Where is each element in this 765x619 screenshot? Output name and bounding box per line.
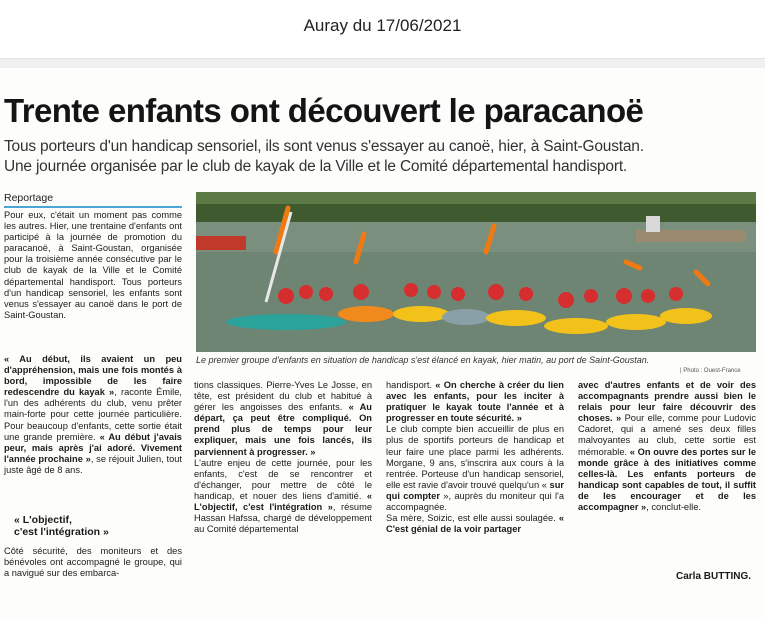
col3-quote-1: « On cherche à créer du lien avec les enfants, pour les inciter à pratiquer le kayak toute l'année et à progresser en toute sécurité. » — [386, 380, 564, 424]
col3-text-2: Le club compte bien accueillir de plus en plus de sportifs porteurs de handicap et leur faire une place parmi les adhérents. Morgane, 9 ans, s'inscrira aux cours à la rentrée. Porteuse d'un handicap sensoriel, elle est ravie d'avoir trouvé quelqu'un « — [386, 424, 564, 490]
photo-credit: | Photo : Ouest-France — [680, 368, 741, 374]
kayak-yellow-4 — [606, 314, 666, 330]
kayak-yellow-2 — [486, 310, 546, 326]
quote-julien: « Au début j'avais peur, mais après j'ai adoré. Vivement l'année prochaine » — [4, 431, 182, 464]
water-foreground — [196, 252, 756, 352]
section-label: Reportage — [4, 192, 182, 208]
kayak-yellow-5 — [660, 308, 712, 324]
column-3 — [386, 380, 564, 535]
dock-hut — [646, 216, 660, 232]
col3-quote-2: sur qui compter — [386, 479, 564, 501]
quote-emile: « Au début, ils avaient un peu d'appréhension, mais une fois montés à bord, impossible de les faire redescendre du kayak » — [4, 354, 182, 398]
kayak-yellow-3 — [544, 318, 608, 334]
text-julien: , se réjouit Julien, tout juste âgé de 8 ans. — [4, 453, 182, 475]
col2-quote-1: « Au départ, ça peut être compliqué. On prend plus de temps pour leur expliquer, mais une fois lancés, ils parviennent à progresser. » — [194, 402, 372, 457]
text-emile: , raconte Émile, l'un des adhérents du club, venu prêter main-forte pour cette journée particulière. Pour beaucoup d'enfants, cette sortie était une grande première. — [4, 387, 182, 442]
author-signature: Carla BUTTING. — [676, 571, 752, 582]
article-deck-line-1: Tous porteurs d'un handicap sensoriel, ils sont venus s'essayer au canoë, hier, à Saint-Goustan. — [4, 138, 644, 155]
dateline: Auray du 17/06/2021 — [303, 16, 462, 35]
column-1-end: Côté sécurité, des moniteurs et des bénévoles ont accompagné le groupe, qui a navigué sur des embarca- — [4, 546, 182, 579]
boat-left — [196, 236, 246, 250]
col4-quote-2: « On ouvre des portes sur le monde grâce à des initiatives comme celles-là. Les enfants porteurs de handicap sont capables de tout, il suffit de les encourager et de les accompagner » — [578, 446, 756, 513]
col4-text-1: Pour elle, comme pour Ludovic Cadoret, qui a amené ses deux filles malvoyantes au club, cette sortie est mémorable. — [578, 413, 756, 457]
trees-top — [196, 192, 756, 204]
article-deck-line-2: Une journée organisée par le club de kayak de la Ville et le Comité départemental handisport. — [4, 158, 628, 175]
photo-caption: Le premier groupe d'enfants en situation de handicap s'est élancé en kayak, hier matin, au port de Saint-Goustan. — [196, 355, 650, 365]
col3-text-4: Sa mère, Soizic, est elle aussi soulagée. — [386, 513, 559, 524]
column-4 — [578, 380, 756, 513]
col3-quote-3: « C'est génial de la voir partager — [386, 513, 564, 535]
col2-text-2: L'autre enjeu de cette journée, pour les enfants, c'est de se rencontrer et d'échanger, pour mettre de côté le handicap, et nouer des liens d'amitié. — [194, 457, 372, 501]
article-headline: Trente enfants ont découvert le paracanoë — [4, 92, 644, 129]
kayak-scene — [196, 192, 756, 352]
col3-text-1: handisport. — [386, 380, 436, 390]
kayak-orange-1 — [338, 306, 394, 322]
article-photo — [196, 192, 756, 352]
column-1-intro: Pour eux, c'était un moment pas comme les autres. Hier, une trentaine d'enfants ont participé à la journée de promotion du paracanoë, à Saint-Goustan, organisée pour la troisième année consécutive par le club de kayak de la Ville et le Comité départemental handisport. Tous porteurs d'un handicap sensoriel, les enfants sont venus s'essayer au canoë dans le port de Saint-Goustan. — [4, 210, 182, 320]
kayak-teal — [226, 314, 346, 330]
col2-quote-2: « L'objectif, c'est l'intégration » — [194, 490, 372, 513]
col4-text-2: , conclut-elle. — [646, 502, 701, 513]
col2-text-1: tions classiques. Pierre-Yves Le Josse, en tête, est président du club et habitué à gérer les angoisses des enfants. — [194, 380, 372, 413]
column-2 — [194, 380, 372, 535]
col2-text-3: , résume Hassan Hafssa, chargé de développement au Comité départemental — [194, 502, 373, 535]
kayak-grey — [442, 309, 490, 325]
article-subhead: « L'objectif, c'est l'intégration » — [14, 514, 109, 538]
col3-text-3: », auprès du moniteur qui l'a accompagnée. — [386, 490, 565, 513]
column-1-quotes — [4, 354, 182, 476]
kayak-yellow-1 — [393, 306, 449, 322]
col4-quote-1: avec d'autres enfants et de voir des accompagnants prendre aussi bien le relais pour leur faire découvrir des choses. » — [578, 380, 756, 424]
newspaper-clipping — [0, 68, 765, 619]
